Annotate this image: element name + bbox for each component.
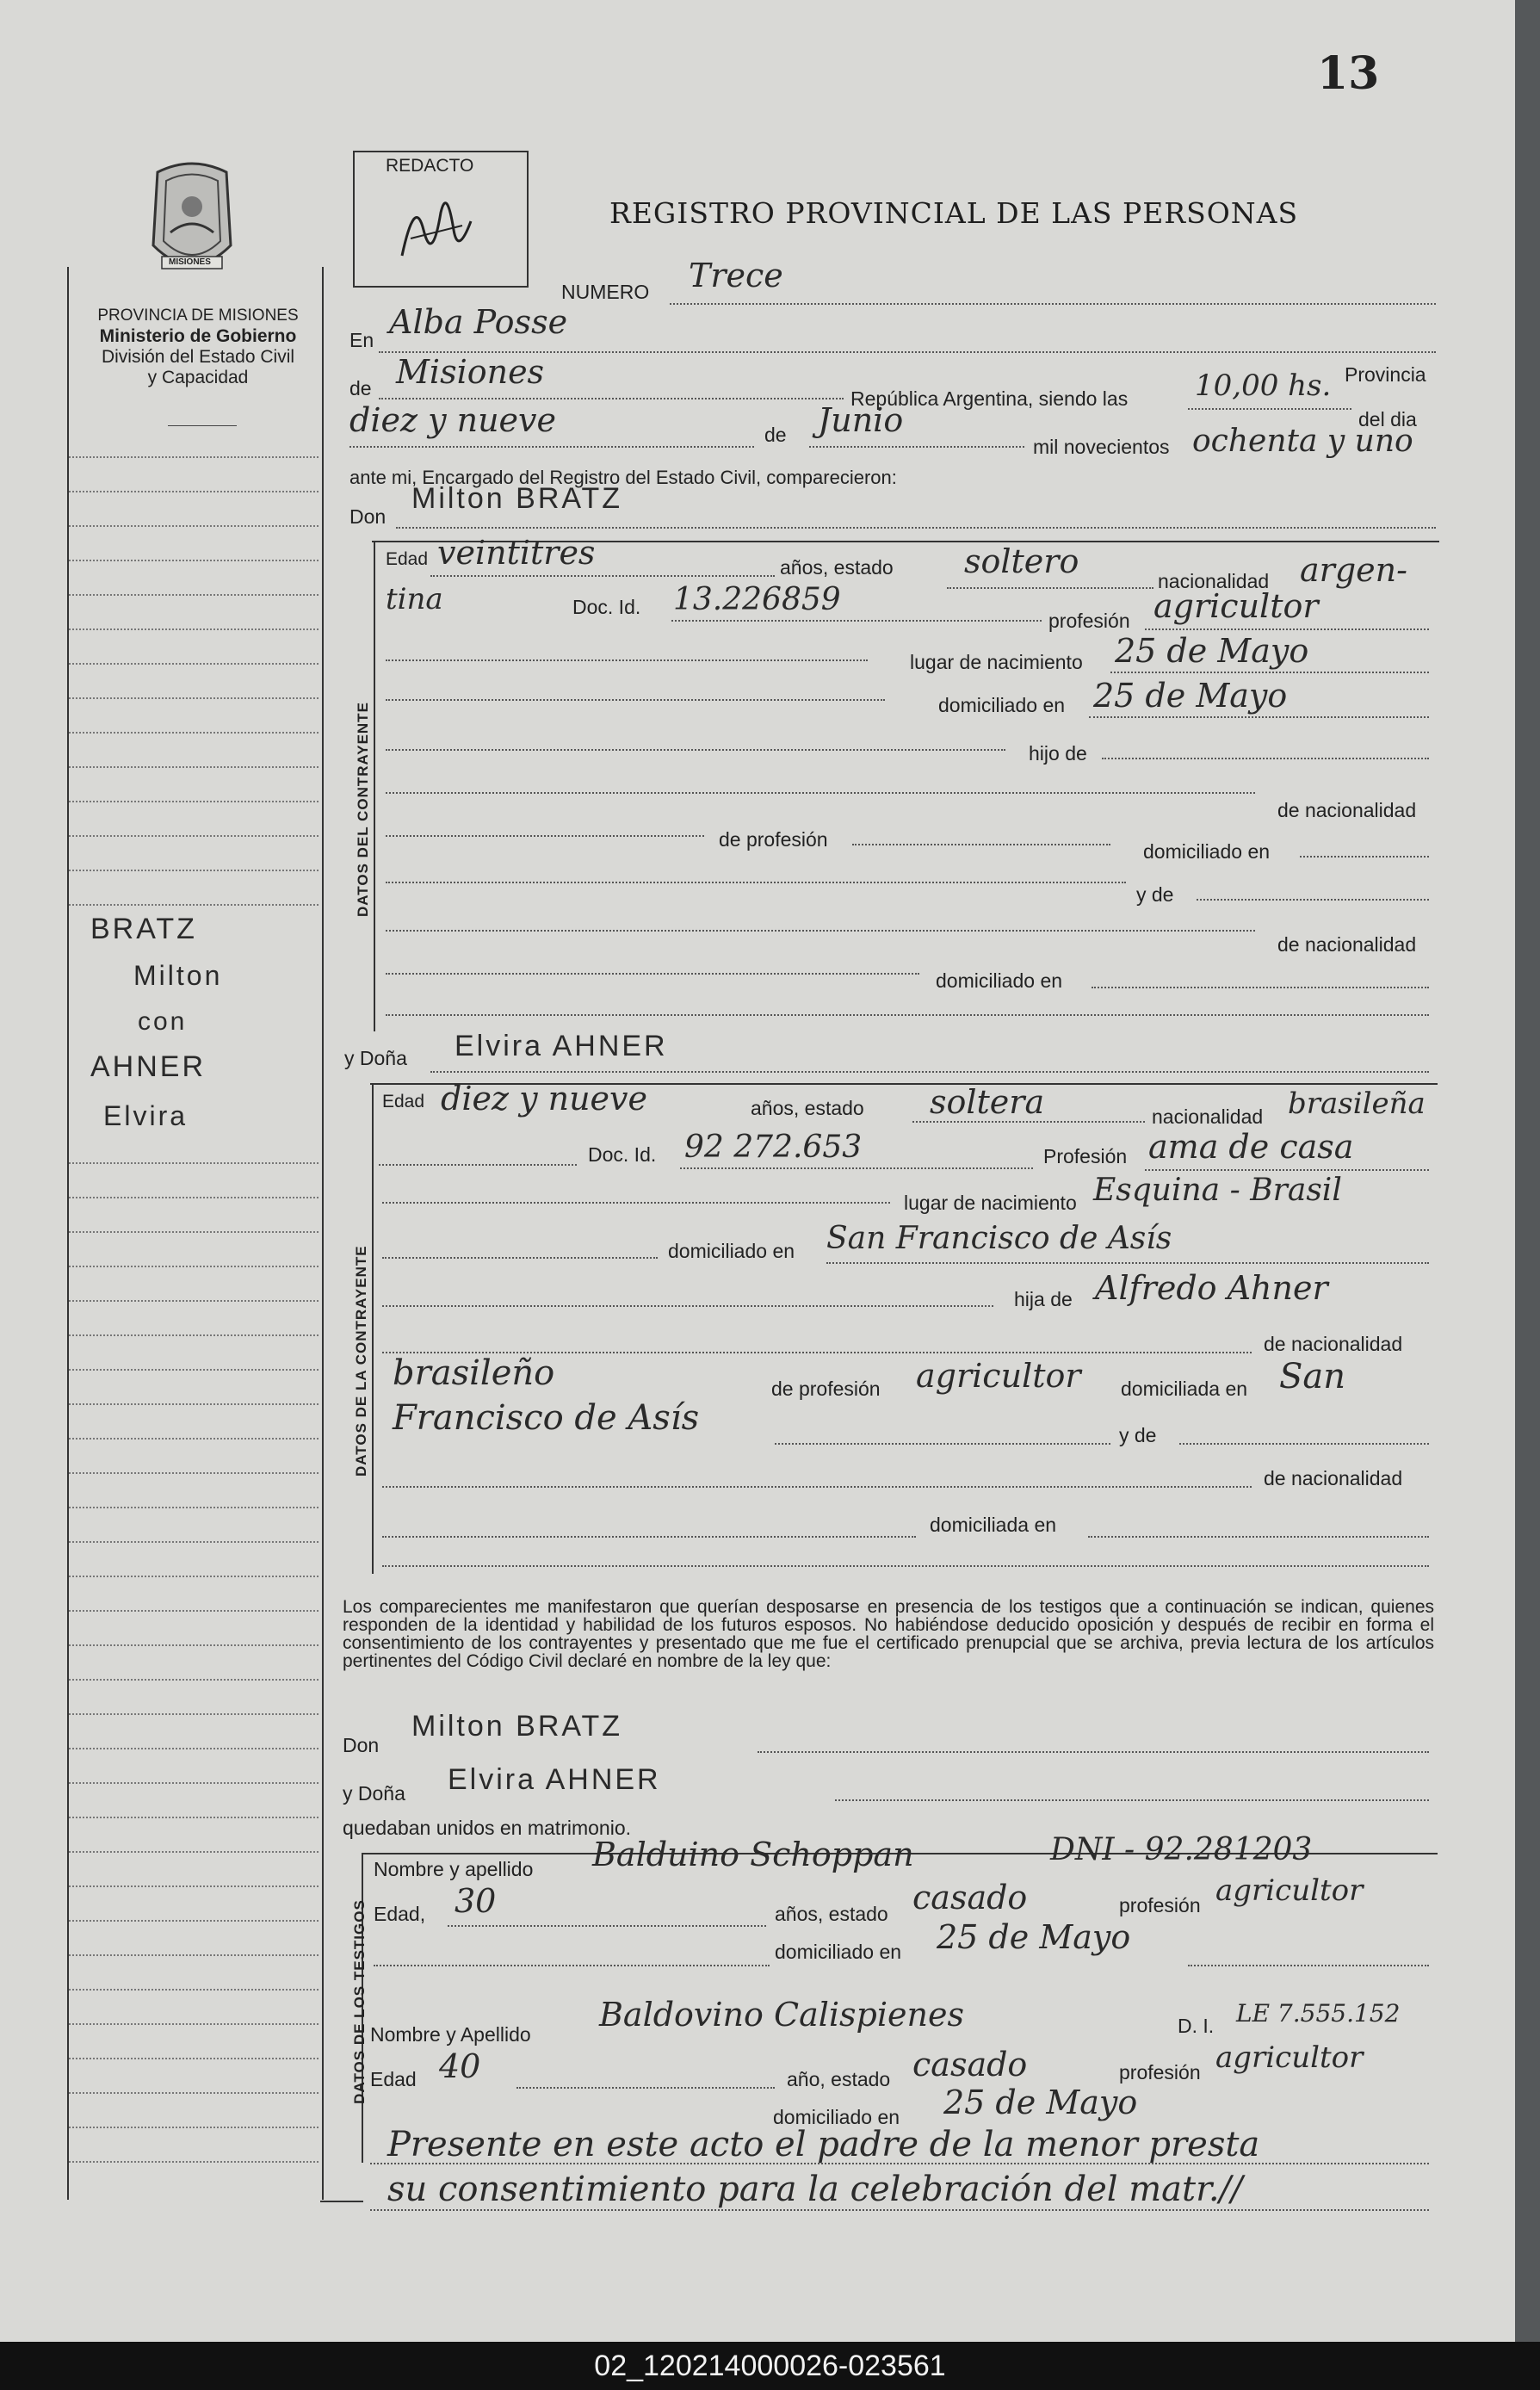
book-spine (1515, 0, 1540, 2342)
contrayente-anios-estado: años, estado (780, 556, 894, 579)
margin-note-line-3: con (138, 1007, 188, 1036)
contrayente-edad-label: Edad (386, 549, 429, 569)
contrayenta-nacionalidad-label: nacionalidad (1152, 1105, 1264, 1128)
contrayenta-de-profesion: de profesión (771, 1378, 881, 1400)
testigo1-profesion-label: profesión (1119, 1894, 1201, 1916)
redacto-label: REDACTO (386, 156, 474, 176)
dona-label: y Doña (344, 1047, 407, 1069)
testigo2-edad: 40 (439, 2047, 481, 2085)
don-label: Don (349, 505, 387, 528)
left-column-border (67, 267, 69, 2200)
testigo2-anios-estado: año, estado (787, 2068, 891, 2090)
contrayenta-estado: soltera (930, 1083, 1045, 1121)
contrayenta-padre-domicilio-2: Francisco de Asís (393, 1398, 700, 1438)
union-dona-label: y Doña (343, 1782, 405, 1805)
testigos-section-label: DATOS DE LOS TESTIGOS (351, 1899, 368, 2104)
en-label: En (349, 329, 374, 351)
contrayente-domiciliado-label: domiciliado en (938, 694, 1066, 716)
contrayenta-padre: Alfredo Ahner (1095, 1269, 1328, 1307)
contrayenta-doc: 92 272.653 (684, 1130, 863, 1165)
testigo1-domiciliado-label: domiciliado en (775, 1941, 902, 1963)
division-label: División del Estado Civil (101, 347, 295, 367)
contrayenta-de-nacionalidad-2: de nacionalidad (1264, 1467, 1403, 1489)
redacto-signature (385, 178, 488, 273)
contrayenta-y-de: y de (1119, 1424, 1157, 1446)
note-line-2: su consentimiento para la celebración del matr.// (387, 2170, 1243, 2209)
scan-footer-id: 02_120214000026-023561 (0, 2342, 1540, 2390)
contrayente-nacionalidad-label: nacionalidad (1158, 570, 1270, 592)
contrayente-nacionalidad-2: tina (386, 582, 443, 616)
testigo2-di-label: D. I. (1178, 2015, 1215, 2037)
fecha-anio: ochenta y uno (1192, 424, 1413, 459)
contrayente-lugar: 25 de Mayo (1115, 632, 1309, 670)
fecha-mil-label: mil novecientos (1033, 436, 1170, 458)
del-dia-label: del dia (1358, 408, 1417, 430)
testigo2-edad-label: Edad (370, 2068, 417, 2090)
contrayente-nombre: Milton BRATZ (411, 482, 623, 515)
provincial-seal-icon (145, 155, 239, 284)
contrayente-doc-label: Doc. Id. (572, 596, 641, 618)
redacto-box (353, 151, 529, 288)
contrayente-de-nacionalidad: de nacionalidad (1277, 799, 1417, 821)
testigo2-di: LE 7.555.152 (1236, 1999, 1401, 2028)
fecha-mes: Junio (818, 401, 904, 439)
testigo1-edad-label: Edad, (374, 1903, 426, 1925)
contrayente-lugar-label: lugar de nacimiento (910, 651, 1083, 673)
contrayenta-padre-profesion: agricultor (916, 1357, 1081, 1395)
union-don-label: Don (343, 1734, 380, 1756)
contrayenta-padre-nacionalidad: brasileño (393, 1353, 555, 1393)
contrayenta-profesion: ama de casa (1148, 1128, 1354, 1166)
contrayenta-domicilio: San Francisco de Asís (826, 1221, 1172, 1256)
ante-text: ante mi, Encargado del Registro del Estado Civil, comparecieron: (349, 467, 897, 488)
de-value: Misiones (396, 353, 545, 391)
contrayente-profesion: agricultor (1153, 587, 1319, 625)
contrayente-doc: 13.226859 (673, 582, 841, 617)
contrayenta-nacionalidad: brasileña (1288, 1087, 1426, 1121)
province-label: PROVINCIA DE MISIONES (97, 306, 299, 325)
contrayente-hijo-label: hijo de (1029, 742, 1087, 765)
testigo1-domicilio: 25 de Mayo (937, 1918, 1131, 1956)
contrayente-de-nacionalidad-2: de nacionalidad (1277, 933, 1417, 956)
contrayente-domicilio: 25 de Mayo (1093, 677, 1288, 715)
contrayenta-section-label: DATOS DE LA CONTRAYENTE (353, 1245, 369, 1477)
margin-note-line-4: AHNER (90, 1050, 207, 1083)
contrayenta-edad-label: Edad (382, 1092, 425, 1111)
contrayente-section-label: DATOS DEL CONTRAYENTE (355, 702, 371, 917)
contrayenta-padre-domicilio-1: San (1279, 1357, 1346, 1396)
margin-note-line-5: Elvira (103, 1100, 189, 1131)
left-header (69, 306, 327, 388)
testigo2-nombre-label: Nombre y Apellido (370, 2023, 531, 2046)
hora-value: 10,00 hs. (1195, 368, 1332, 403)
contrayenta-domiciliada-en-2: domiciliada en (930, 1514, 1057, 1536)
margin-note-line-2: Milton (133, 960, 223, 991)
republica-label: República Argentina, siendo las (850, 387, 1129, 410)
contrayenta-profesion-label: Profesión (1043, 1145, 1128, 1167)
testigo2-estado: casado (912, 2046, 1028, 2084)
fecha-de-label: de (764, 424, 787, 446)
note-line-1: Presente en este acto el padre de la menor presta (387, 2125, 1260, 2164)
contrayente-edad: veintitres (437, 534, 596, 572)
contrayenta-doc-label: Doc. Id. (588, 1143, 657, 1166)
contrayente-profesion-label: profesión (1048, 610, 1130, 632)
contrayente-y-de: y de (1136, 883, 1174, 906)
page-number: 13 (1317, 47, 1380, 100)
contrayenta-de-nacionalidad: de nacionalidad (1264, 1333, 1403, 1355)
contrayenta-left-rule (372, 1083, 374, 1574)
fecha-dia: diez y nueve (349, 401, 557, 439)
contrayente-de-profesion: de profesión (719, 828, 828, 851)
contrayenta-hija-label: hija de (1014, 1288, 1073, 1310)
ministry-label: Ministerio de Gobierno (99, 326, 297, 346)
left-header-divider (168, 425, 237, 426)
testigo2-domiciliado-label: domiciliado en (773, 2106, 900, 2128)
contrayente-nacionalidad: argen- (1300, 551, 1407, 589)
contrayenta-nombre: Elvira AHNER (455, 1030, 668, 1062)
en-value: Alba Posse (389, 303, 568, 341)
union-quedaban: quedaban unidos en matrimonio. (343, 1817, 632, 1839)
union-dona: Elvira AHNER (448, 1763, 661, 1796)
left-column-inner-border (322, 267, 324, 2200)
testigo2-nombre: Baldovino Calispienes (599, 1996, 964, 2034)
contrayente-domiciliado-en: domiciliado en (1143, 840, 1271, 863)
capacity-label: y Capacidad (147, 368, 249, 387)
margin-note-line-1: BRATZ (90, 913, 197, 945)
testigo1-nombre-label: Nombre y apellido (374, 1858, 534, 1880)
contrayente-domiciliado-en-2: domiciliado en (936, 969, 1063, 992)
contrayente-left-rule (374, 541, 375, 1031)
bottom-rule (320, 2201, 363, 2202)
contrayenta-lugar-label: lugar de nacimiento (904, 1192, 1077, 1214)
testigo1-anios-estado: años, estado (775, 1903, 888, 1925)
contrayente-estado: soltero (964, 542, 1079, 580)
testigo1-profesion: agricultor (1215, 1873, 1364, 1908)
testigo2-domicilio: 25 de Mayo (943, 2084, 1138, 2121)
declaration-paragraph: Los comparecientes me manifestaron que querían desposarse en presencia de los testigos que a continuación se indican, quienes responden de la identidad y habilidad de los futuros esposos. No habiéndose deducido oposición y después de recibir en forma el consentimiento de los contrayentes y presentado que me fue el certificado prenupcial que se archiva, previa lectura de los artículos pertinentes del Código Civil declaré en nombre de la ley que: (343, 1597, 1434, 1671)
testigo1-dni: DNI - 92.281203 (1050, 1832, 1313, 1867)
provincia-label: Provincia (1345, 363, 1426, 386)
contrayenta-edad: diez y nueve (441, 1080, 648, 1118)
testigo1-estado: casado (912, 1879, 1028, 1916)
seal-text: MISIONES (169, 257, 211, 267)
contrayenta-domiciliado-label: domiciliado en (668, 1240, 795, 1262)
testigo1-edad: 30 (455, 1882, 497, 1920)
testigo2-profesion-label: profesión (1119, 2061, 1201, 2084)
contrayenta-anios-estado: años, estado (751, 1097, 864, 1119)
de-label: de (349, 377, 372, 399)
numero-value: Trece (689, 257, 783, 294)
registry-title: REGISTRO PROVINCIAL DE LAS PERSONAS (609, 196, 1299, 230)
contrayenta-domiciliada-label: domiciliada en (1121, 1378, 1248, 1400)
contrayenta-lugar: Esquina - Brasil (1093, 1173, 1342, 1208)
numero-label: NUMERO (561, 281, 650, 303)
testigo1-nombre: Balduino Schoppan (592, 1836, 914, 1873)
union-don: Milton BRATZ (411, 1710, 623, 1743)
testigo2-profesion: agricultor (1215, 2040, 1364, 2075)
